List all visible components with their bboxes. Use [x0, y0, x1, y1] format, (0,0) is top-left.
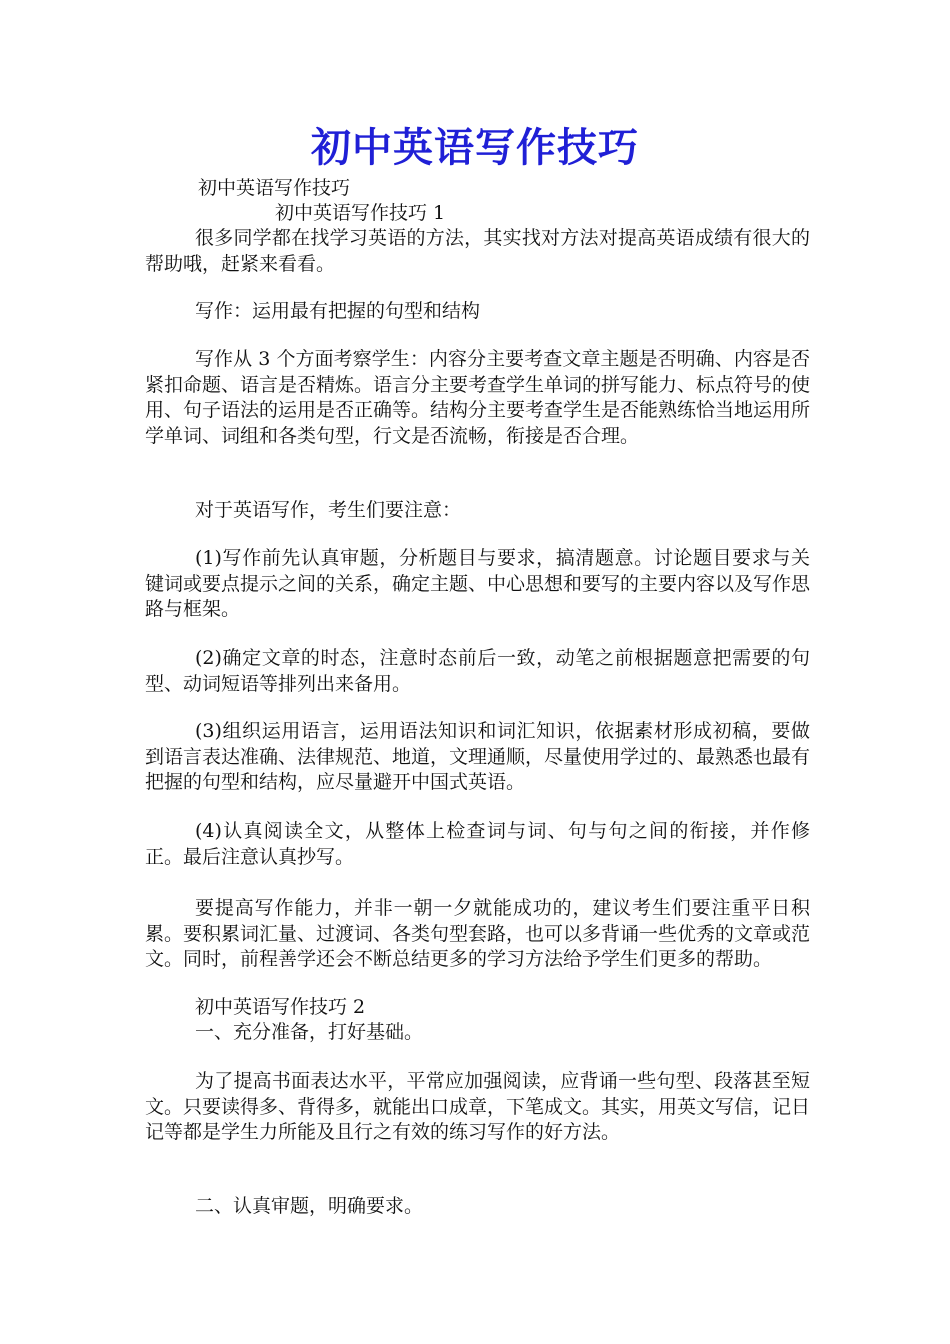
section-1-heading: 初中英语写作技巧 1 [275, 202, 446, 224]
paragraph-12: 二、认真审题，明确要求。 [195, 1195, 424, 1217]
paragraph-5: (1)写作前先认真审题，分析题目与要求，搞清题意。讨论题目要求与关键词或要点提示之间的关系，确定主题、中心思想和要写的主要内容以及写作思路与框架。 [145, 547, 811, 620]
paragraph-9: 要提高写作能力，并非一朝一夕就能成功的，建议考生们要注重平日积累。要积累词汇量、过渡词、各类句型套路，也可以多背诵一些优秀的文章或范文。同时，前程善学还会不断总结更多的学习方法给予学生们更多的帮助。 [145, 897, 811, 970]
document-subtitle: 初中英语写作技巧 [198, 177, 351, 199]
paragraph-1: 很多同学都在找学习英语的方法，其实找对方法对提高英语成绩有很大的帮助哦，赶紧来看看。 [145, 227, 810, 275]
document-title: 初中英语写作技巧 [311, 124, 639, 171]
paragraph-7: (3)组织运用语言，运用语法知识和词汇知识，依据素材形成初稿，要做到语言表达准确、法律规范、地道，文理通顺，尽量使用学过的、最熟悉也最有把握的句型和结构，应尽量避开中国式英语。 [145, 720, 811, 793]
paragraph-2: 写作：运用最有把握的句型和结构 [195, 300, 481, 322]
paragraph-8: (4)认真阅读全文，从整体上检查词与词、句与句之间的衔接，并作修正。最后注意认真抄写。 [145, 820, 810, 868]
paragraph-6: (2)确定文章的时态，注意时态前后一致，动笔之前根据题意把需要的句型、动词短语等排列出来备用。 [145, 647, 810, 695]
paragraph-11: 为了提高书面表达水平，平常应加强阅读，应背诵一些句型、段落甚至短文。只要读得多、背得多，就能出口成章，下笔成文。其实，用英文写信，记日记等都是学生力所能及且行之有效的练习写作的好方法。 [145, 1070, 811, 1143]
paragraph-10: 一、充分准备，打好基础。 [195, 1021, 424, 1043]
paragraph-4: 对于英语写作，考生们要注意： [195, 499, 462, 521]
paragraph-3: 写作从 3 个方面考察学生：内容分主要考查文章主题是否明确、内容是否紧扣命题、语言是否精炼。语言分主要考查学生单词的拼写能力、标点符号的使用、句子语法的运用是否正确等。结构分主要考查学生是否能熟练恰当地运用所学单词、词组和各类句型，行文是否流畅，衔接是否合理。 [145, 348, 811, 447]
section-2-heading: 初中英语写作技巧 2 [195, 996, 366, 1018]
